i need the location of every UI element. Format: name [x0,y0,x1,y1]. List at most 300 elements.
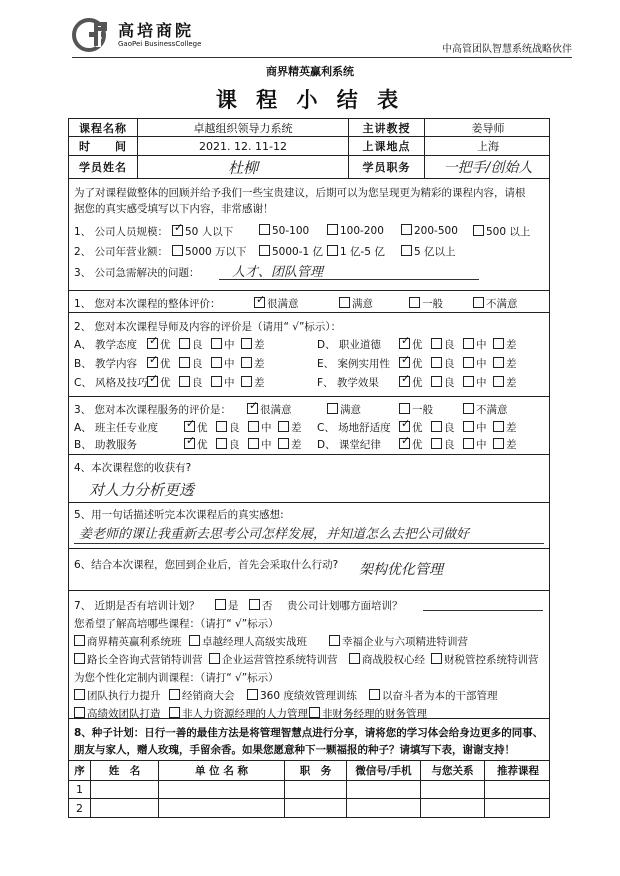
place-label: 上课地点 [349,137,425,155]
logo-english-name: GaoPei BusinessCollege [118,40,202,48]
teacher-value: 姜导师 [471,121,505,135]
service-item-0: A、 班主任专业度 [74,422,159,434]
checkbox-icon [249,599,260,610]
referral-input-cell[interactable] [159,781,285,798]
teacher-item-5-grade-1[interactable] [431,375,455,390]
teacher-item-3-grade-1-label: 良 [444,339,455,351]
checkbox-icon [463,338,474,349]
service-item-3-grade-2[interactable] [463,437,487,452]
position-handwritten: 一把手/创始人 [443,160,533,176]
service-item-3-grade-1-label: 良 [444,439,455,451]
referral-table-row [69,781,549,799]
checkbox-icon [147,353,159,368]
q7-custom-label: 为您个性化定制内训课程：（请打“ √”标示） [74,672,279,684]
referral-row-number: 1 [69,781,91,798]
q4-answer-handwritten[interactable]: 对人力分析更透 [89,481,195,499]
checkbox-icon [247,689,258,700]
referral-row-number: 2 [69,799,91,817]
q4-section [69,455,549,503]
q2-option-4-label: 5 亿以上 [414,246,456,258]
checkbox-icon [278,438,289,449]
q2-option-2[interactable] [259,244,323,259]
checkbox-icon: ✓ [249,399,259,412]
teacher-item-0-grade-0[interactable] [147,334,171,352]
service-item-2-grade-2[interactable] [463,420,487,435]
checkbox-icon [369,689,380,700]
teacher-item-5: F、 教学效果 [317,377,379,389]
referral-input-cell[interactable] [285,781,347,798]
service-option-2[interactable] [327,402,361,417]
checkbox-icon [216,421,227,432]
teacher-item-0-grade-3-label: 差 [254,339,265,351]
teacher-item-3-grade-3[interactable] [493,337,517,352]
service-option-2-label: 满意 [340,404,361,416]
checkbox-icon [431,653,442,664]
q2-option-1[interactable] [172,244,247,259]
referral-input-cell[interactable] [91,799,159,817]
checkbox-icon [463,421,474,432]
service-item-1: B、 助教服务 [74,439,138,451]
q5-label: 5、用一句话描述听完本次课程后的真实感想: [74,509,284,521]
position-label: 学员职务 [349,156,425,178]
checkbox-icon [169,689,180,700]
checkbox-icon [329,635,340,646]
checkbox-icon [431,338,442,349]
q1-option-3-label: 100-200 [340,225,384,237]
service-item-2-grade-3[interactable] [493,420,517,435]
teacher-item-1-grade-3-label: 差 [254,358,265,370]
checkbox-icon [473,225,484,236]
course-value: 卓越组织领导力系统 [138,119,349,136]
service-item-3-grade-0[interactable] [399,434,423,452]
teacher-item-1-grade-1[interactable] [179,356,203,371]
referral-col-0: 序 [69,761,91,780]
summary-form [68,118,550,818]
checkbox-icon [179,357,190,368]
q1-option-2[interactable] [259,224,309,237]
service-item-0-grade-0[interactable] [184,417,208,435]
q8-section [69,719,549,761]
q5-answer-underline [74,543,544,544]
service-option-1[interactable] [247,399,292,417]
service-item-1-grade-1[interactable] [216,437,240,452]
teacher-item-4-grade-0[interactable] [399,353,423,371]
referral-input-cell[interactable] [421,799,485,817]
checkmark-icon: ✓ [186,434,196,447]
service-item-2-grade-1-label: 良 [444,422,455,434]
checkmark-icon: ✓ [149,353,159,366]
overall-option-1[interactable] [254,293,299,311]
checkbox-icon [211,338,222,349]
checkbox-icon [169,707,180,718]
q7-label: 7、 近期是否有培训计划？ [74,600,200,612]
checkmark-icon: ✓ [149,334,159,347]
teacher-item-0-grade-2[interactable] [211,337,235,352]
referral-input-cell[interactable] [347,781,421,798]
time-label: 时 间 [69,137,138,155]
course-option-4-label: 企业运营管控系统特训营 [222,654,338,666]
checkbox-icon [493,438,504,449]
q3-answer-underline [219,279,479,280]
checkbox-icon [241,376,252,387]
teacher-item-4-grade-1[interactable] [431,356,455,371]
q2-label: 2、 公司年营业额： [74,246,169,258]
teacher-item-0-grade-1-label: 良 [192,339,203,351]
teacher-item-4-grade-2[interactable] [463,356,487,371]
checkmark-icon: ✓ [186,417,196,430]
service-item-2-grade-0-label: 优 [412,422,423,434]
checkbox-icon [401,224,412,235]
overall-eval-section [69,291,549,313]
checkbox-icon: ✓ [256,293,266,306]
referral-input-cell[interactable] [91,781,159,798]
checkbox-icon [493,357,504,368]
checkbox-icon [278,421,289,432]
course-option-1-label: 卓越经理人高级实战班 [202,636,307,648]
service-item-0-grade-2[interactable] [248,420,272,435]
checkbox-icon [349,653,360,664]
q7-plan-underline [423,610,543,611]
checkbox-icon [147,334,159,349]
teacher-item-4: E、 案例实用性 [317,358,390,370]
q1-option-1[interactable] [172,221,234,239]
overall-option-2-label: 满意 [352,298,373,310]
service-item-1-grade-2-label: 中 [261,439,272,451]
service-item-2-grade-0[interactable] [399,417,423,435]
teacher-item-0-grade-0-label: 优 [160,339,171,351]
custom-option-2[interactable] [247,688,357,703]
teacher-item-5-grade-1-label: 良 [444,377,455,389]
teacher-item-4-grade-3-label: 差 [506,358,517,370]
q8-line-1: 8、种子计划：日行一善的最佳方法是将管理智慧点进行分享，请将您的学习体会给身边更多的同事、 [74,727,544,739]
referral-input-cell[interactable] [159,799,285,817]
position-cell [425,156,551,178]
service-item-0-grade-2-label: 中 [261,422,272,434]
overall-option-2[interactable] [339,296,373,311]
course-option-5-label: 商战股权心经 [362,654,425,666]
referral-input-cell[interactable] [485,799,551,817]
q1-option-1-label: 50 人以下 [185,226,234,238]
checkmark-icon: ✓ [401,434,411,447]
q7-no-label: 否 [262,600,273,612]
checkbox-icon [189,635,200,646]
course-option-3-label: 路长全咨询式营销特训营 [87,654,203,666]
checkbox-icon [184,434,196,449]
service-item-3-grade-0-label: 优 [412,439,423,451]
teacher-item-5-grade-0-label: 优 [412,377,423,389]
overall-option-3[interactable] [409,296,443,311]
checkbox-icon [147,372,159,387]
referral-input-cell[interactable] [347,799,421,817]
custom-option-2-label: 360 度绩效管理训练 [260,690,357,702]
checkbox-icon [327,224,338,235]
q1-option-4-label: 200-500 [414,225,458,237]
teacher-item-2-grade-1-label: 良 [192,377,203,389]
teacher-item-3-grade-2[interactable] [463,337,487,352]
q7-no-option[interactable] [249,598,273,613]
teacher-item-3-grade-0[interactable] [399,334,423,352]
q6-answer-handwritten[interactable]: 架构优化管理 [359,562,443,578]
checkbox-icon [401,245,412,256]
teacher-item-2: C、 风格及技巧 [74,377,148,389]
service-item-2-grade-2-label: 中 [476,422,487,434]
checkbox-icon [259,245,270,256]
checkbox-icon [399,334,411,349]
header-divider [72,57,572,58]
referral-input-cell[interactable] [485,781,551,798]
service-option-3-label: 一般 [412,404,433,416]
overall-option-4[interactable] [473,296,518,311]
q1-option-5[interactable] [473,224,530,239]
teacher-item-4-grade-1-label: 良 [444,358,455,370]
checkbox-icon [215,599,226,610]
q7-yes-option[interactable] [215,598,239,613]
custom-option-5-label: 非人力资源经理的人力管理 [182,708,308,720]
checkbox-icon [259,224,270,235]
overall-option-3-label: 一般 [422,298,443,310]
service-item-3: D、 课堂纪律 [317,439,381,451]
service-item-1-grade-2[interactable] [248,437,272,452]
q5-answer-handwritten[interactable]: 姜老师的课让我重新去思考公司怎样发展，并知道怎么去把公司做好 [79,527,470,542]
student-name-handwritten: 杜柳 [227,158,258,177]
q2-option-3[interactable] [327,244,385,259]
teacher-item-5-grade-2[interactable] [463,375,487,390]
q7-courses-label: 您希望了解高培哪些课程：（请打“ √”标示） [74,618,279,630]
intro-line-2: 据您的真实感受填写以下内容，非常感谢！ [74,203,274,215]
teacher-item-4-grade-2-label: 中 [476,358,487,370]
teacher-item-1-grade-1-label: 良 [192,358,203,370]
page-title: 课 程 小 结 表 [215,88,405,112]
teacher-item-1: B、 教学内容 [74,358,138,370]
referral-table-row [69,799,549,817]
teacher-item-3-grade-1[interactable] [431,337,455,352]
teacher-item-1-grade-2-label: 中 [224,358,235,370]
checkbox-icon [211,376,222,387]
checkbox-icon [399,372,411,387]
q5-section [69,503,549,549]
teacher-item-0-grade-2-label: 中 [224,339,235,351]
q6-section [69,549,549,591]
service-eval-section [69,397,549,455]
teacher-item-1-grade-0[interactable] [147,353,171,371]
checkbox-icon [327,245,338,256]
service-option-4[interactable] [463,402,508,417]
teacher-eval-label: 2、 您对本次课程导师及内容的评价是（请用“ √”标示）： [74,321,342,333]
service-item-3-grade-3[interactable] [493,437,517,452]
checkmark-icon: ✓ [401,334,411,347]
course-option-2[interactable] [329,634,468,649]
q4-label: 4、本次课程您的收获有? [74,462,192,474]
service-item-3-grade-2-label: 中 [476,439,487,451]
checkbox-icon [399,403,410,414]
overall-label: 1、 您对本次课程的整体评价： [74,298,221,310]
checkbox-icon [74,707,85,718]
referral-table-header [69,761,549,781]
info-row-time [69,137,549,156]
custom-option-4-label: 高绩效团队打造 [87,708,161,720]
service-item-3-grade-1[interactable] [431,437,455,452]
service-item-1-grade-3-label: 差 [291,439,302,451]
teacher-item-0-grade-3[interactable] [241,337,265,352]
custom-option-1[interactable] [169,688,235,703]
teacher-item-1-grade-3[interactable] [241,356,265,371]
service-item-2-grade-1[interactable] [431,420,455,435]
custom-option-0[interactable] [74,688,161,703]
service-item-0-grade-0-label: 优 [197,422,208,434]
teacher-item-1-grade-2[interactable] [211,356,235,371]
course-option-0[interactable] [74,634,182,649]
checkbox-icon [431,438,442,449]
checkbox-icon [74,653,85,664]
course-option-6-label: 财税管控系统特训营 [444,654,539,666]
time-value: 2021. 12. 11-12 [138,137,349,155]
checkbox-icon [211,357,222,368]
overall-option-4-label: 不满意 [486,298,518,310]
checkbox-icon [493,376,504,387]
service-item-1-grade-0-label: 优 [197,439,208,451]
checkbox-icon [248,438,259,449]
referral-col-2: 单 位 名 称 [159,761,285,780]
q6-label: 6、结合本次课程，您回到企业后，首先会采取什么行动? [74,559,339,571]
checkbox-icon [473,297,484,308]
course-option-1[interactable] [189,634,307,649]
custom-option-1-label: 经销商大会 [182,690,235,702]
header-slogan: 中高管团队智慧系统战略伙伴 [442,44,572,55]
referral-col-5: 与您关系 [421,761,485,780]
q2-option-4[interactable] [401,244,456,259]
q1-option-5-label: 500 以上 [486,226,531,238]
teacher-item-3: D、 职业道德 [317,339,381,351]
q2-option-3-label: 1 亿-5 亿 [340,246,385,258]
referral-input-cell[interactable] [421,781,485,798]
teacher-item-4-grade-3[interactable] [493,356,517,371]
service-eval-label: 3、 您对本次课程服务的评价是： [74,404,232,416]
teacher-item-5-grade-0[interactable] [399,372,423,390]
service-item-1-grade-0[interactable] [184,434,208,452]
checkbox-icon [248,421,259,432]
teacher-item-2-grade-0[interactable] [147,372,171,390]
course-option-4[interactable] [209,652,338,667]
service-item-0-grade-3-label: 差 [291,422,302,434]
course-option-2-label: 幸福企业与六项精进特训营 [342,636,468,648]
course-option-6[interactable] [431,652,539,667]
checkbox-icon [172,245,183,256]
service-option-3[interactable] [399,402,433,417]
teacher-item-2-grade-3-label: 差 [254,377,265,389]
checkbox-icon [209,653,220,664]
referral-input-cell[interactable] [285,799,347,817]
custom-option-3[interactable] [369,688,498,703]
student-cell [138,156,349,178]
service-item-0-grade-3[interactable] [278,420,302,435]
service-item-3-grade-3-label: 差 [506,439,517,451]
checkbox-icon [463,438,474,449]
teacher-eval-section [69,313,549,397]
q1-option-3[interactable] [327,224,384,237]
checkmark-icon: ✓ [401,353,411,366]
q1-option-4[interactable] [401,224,458,237]
checkbox-icon [179,338,190,349]
q1-option-2-label: 50-100 [272,225,310,237]
q3-answer-handwritten[interactable]: 人才、团队管理 [232,265,324,280]
intro-line-1: 为了对课程做整体的回顾并给予我们一些宝贵建议，后期可以为您呈现更为精彩的课程内容，请根 [74,187,526,199]
service-option-1-label: 很满意 [260,404,292,416]
page-header [72,14,572,58]
teacher-item-2-grade-3[interactable] [241,375,265,390]
service-item-0-grade-1[interactable] [216,420,240,435]
place-value: 上海 [477,140,499,153]
service-item-1-grade-1-label: 良 [229,439,240,451]
teacher-item-2-grade-2[interactable] [211,375,235,390]
course-option-3[interactable] [74,652,203,667]
q3-label: 3、 公司急需解决的问题： [74,267,200,279]
teacher-item-3-grade-0-label: 优 [412,339,423,351]
teacher-item-5-grade-3[interactable] [493,375,517,390]
teacher-item-3-grade-3-label: 差 [506,339,517,351]
checkbox-icon [431,421,442,432]
custom-option-3-label: 以奋斗者为本的干部管理 [382,690,498,702]
q1-label: 1、 公司人员规模： [74,226,169,238]
checkbox-icon [309,707,320,718]
custom-option-6-label: 非财务经理的财务管理 [322,708,427,720]
checkbox-icon [431,376,442,387]
intro-section [69,179,549,291]
teacher-item-0-grade-1[interactable] [179,337,203,352]
checkbox-icon [184,417,196,432]
checkbox-icon [399,353,411,368]
system-name: 商界精英赢利系统 [266,65,354,78]
checkbox-icon [399,417,411,432]
checkbox-icon [399,434,411,449]
checkbox-icon [74,635,85,646]
checkbox-icon [463,357,474,368]
custom-option-0-label: 团队执行力提升 [87,690,161,702]
service-item-2-grade-3-label: 差 [506,422,517,434]
teacher-item-5-grade-3-label: 差 [506,377,517,389]
q2-option-1-label: 5000 万以下 [185,246,247,258]
teacher-item-2-grade-2-label: 中 [224,377,235,389]
course-label: 课程名称 [69,119,138,136]
checkbox-icon: ✓ [174,221,184,234]
checkbox-icon [241,357,252,368]
checkbox-icon [74,689,85,700]
teacher-item-5-grade-2-label: 中 [476,377,487,389]
teacher-item-1-grade-0-label: 优 [160,358,171,370]
logo-chinese-name: 高培商院 [118,21,195,40]
checkbox-icon [339,297,350,308]
service-item-0-grade-1-label: 良 [229,422,240,434]
service-item-1-grade-3[interactable] [278,437,302,452]
checkbox-icon [493,338,504,349]
teacher-item-4-grade-0-label: 优 [412,358,423,370]
checkbox-icon [179,376,190,387]
checkbox-icon [409,297,420,308]
checkmark-icon: ✓ [149,372,159,385]
checkmark-icon: ✓ [401,372,411,385]
teacher-item-3-grade-2-label: 中 [476,339,487,351]
checkbox-icon [463,403,474,414]
checkbox-icon [431,357,442,368]
teacher-item-2-grade-1[interactable] [179,375,203,390]
course-option-5[interactable] [349,652,425,667]
student-label: 学员姓名 [69,156,138,178]
q2-option-2-label: 5000-1 亿 [272,246,324,258]
service-option-4-label: 不满意 [476,404,508,416]
checkbox-icon [327,403,338,414]
info-row-course [69,119,549,137]
overall-option-1-label: 很满意 [267,298,299,310]
checkbox-icon [463,376,474,387]
